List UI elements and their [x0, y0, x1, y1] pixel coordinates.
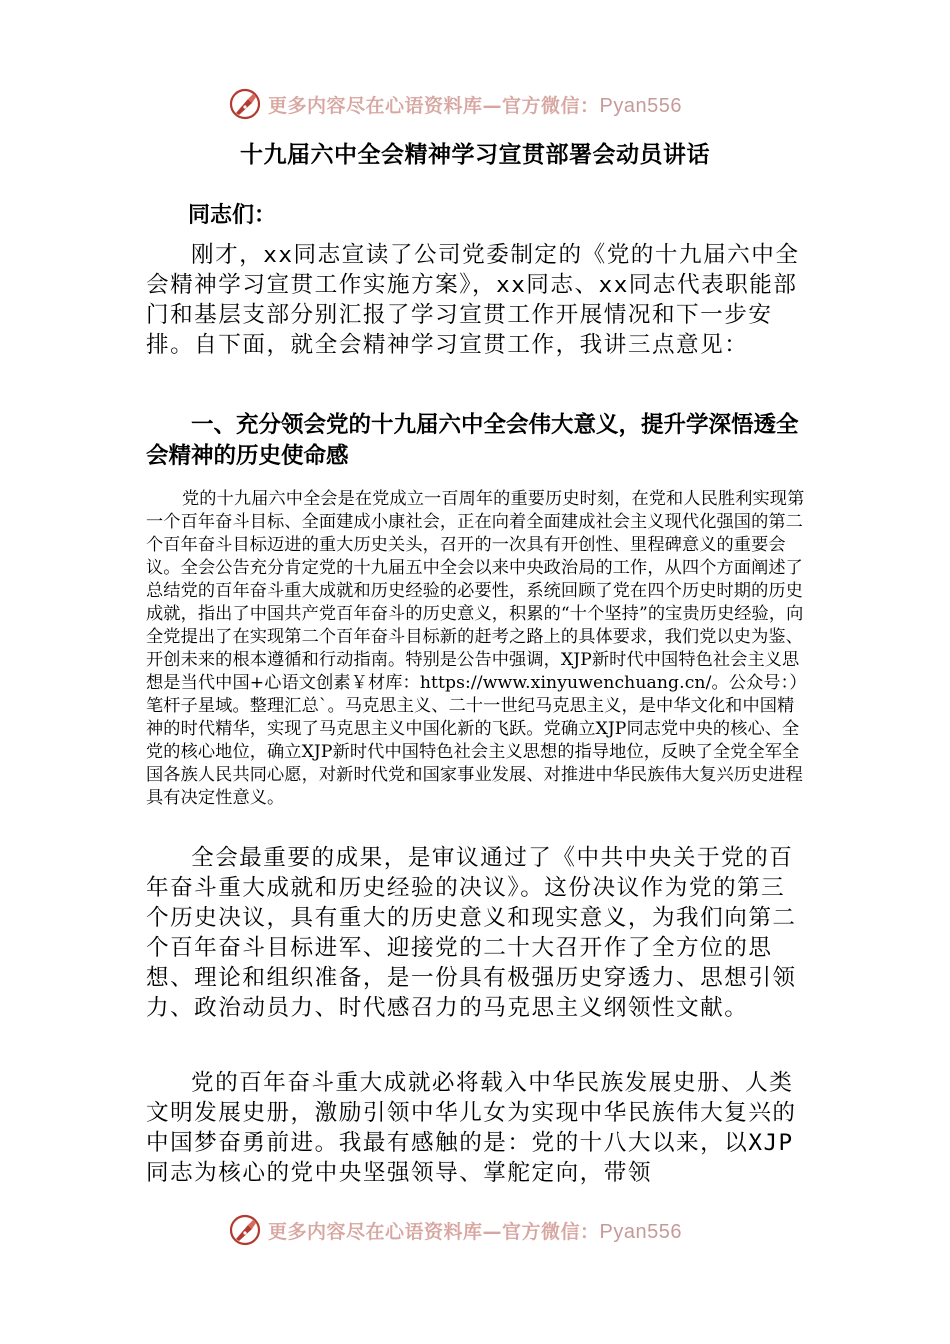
salutation: 同志们： — [188, 203, 277, 228]
pen-nib-logo-icon — [228, 87, 262, 121]
banner-wechat-id: Pyan556 — [599, 94, 682, 117]
achievements-paragraph: 党的百年奋斗重大成就必将载入中华民族发展史册、人类文明发展史册，激励引领中华儿女为实现中华民族伟大复兴的中国梦奋勇前进。我最有感触的是：党的十八大以来，以XJP同志为核心的党中央坚强领导、掌舵定向，带领 — [146, 1070, 797, 1186]
banner-label: 更多内容尽在心语资料库—官方微信： — [268, 94, 600, 117]
pen-nib-logo-icon — [228, 1213, 262, 1247]
footer-watermark-banner — [228, 1210, 748, 1250]
intro-paragraph: 刚才，xx同志宣读了公司党委制定的《党的十九届六中全会精神学习宣贯工作实施方案》，xx同志、xx同志代表职能部门和基层支部分别汇报了学习宣贯工作开展情况和下一步安排。自下面，就全会精神学习宣贯工作，我讲三点意见： — [146, 242, 800, 358]
banner-text — [268, 1217, 682, 1244]
section1-body-paragraph: 党的十九届六中全会是在党成立一百周年的重要历史时刻，在党和人民胜利实现第一个百年奋斗目标、全面建成小康社会，正在向着全面建成社会主义现代化强国的第二个百年奋斗目标迈进的重大历史关头，召开的一次具有开创性、里程碑意义的重要会议。全会公告充分肯定党的十九届五中全会以来中央政治局的工作，从四个方面阐述了总结党的百年奋斗重大成就和历史经验的必要性，系统回顾了党在四个历史时期的历史成就，指出了中国共产党百年奋斗的历史意义，积累的“十个坚持”的宝贵历史经验，向全党提出了在实现第二个百年奋斗目标新的赶考之路上的具体要求，我们党以史为鉴、开创未来的根本遵循和行动指南。特别是公告中强调，XJP新时代中国特色社会主义思想是当代中国+心语文创素￥材库：https://www.xinyuwenchuang.cn/。公众号：）笔杆子星域。整理汇总`。马克思主义、二十一世纪马克思主义，是中华文化和中国精神的时代精华，实现了马克思主义中国化新的飞跃。党确立XJP同志党中央的核心、全党的核心地位，确立XJP新时代中国特色社会主义思想的指导地位，反映了全党全军全国各族人民共同心愿，对新时代党和国家事业发展、对推进中华民族伟大复兴历史进程具有决定性意义。 — [146, 489, 807, 808]
resolution-paragraph: 全会最重要的成果，是审议通过了《中共中央关于党的百年奋斗重大成就和历史经验的决议》。这份决议作为党的第三个历史决议，具有重大的历史意义和现实意义，为我们向第二个百年奋斗目标进军、迎接党的二十大召开作了全方位的思想、理论和组织准备，是一份具有极强历史穿透力、思想引领力、政治动员力、时代感召力的马克思主义纲领性文献。 — [146, 845, 797, 1021]
banner-label: 更多内容尽在心语资料库—官方微信： — [268, 1220, 600, 1243]
document-title: 十九届六中全会精神学习宣贯部署会动员讲话 — [240, 142, 710, 168]
banner-text — [268, 91, 682, 118]
section-heading-1: 一、充分领会党的十九届六中全会伟大意义，提升学深悟透全会精神的历史使命感 — [146, 412, 799, 469]
banner-wechat-id: Pyan556 — [599, 1220, 682, 1243]
header-watermark-banner — [228, 84, 748, 124]
